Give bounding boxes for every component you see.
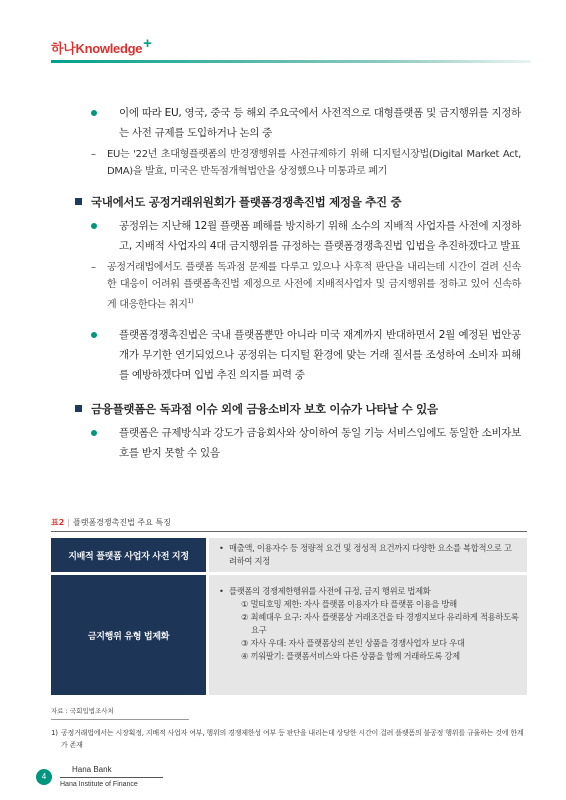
logo-knowledge: Knowledge [75, 41, 143, 56]
bullet-dot-icon [91, 332, 97, 338]
bullet-dot-icon [91, 223, 97, 229]
table-title: 플랫폼경쟁촉진법 주요 특징 [73, 518, 171, 527]
section-heading-text: 금융플랫폼은 독과점 이슈 외에 금융소비자 보호 이슈가 나타날 수 있음 [91, 402, 438, 417]
section-heading [51, 399, 521, 419]
page-number: 4 [36, 769, 52, 785]
footer-divider [60, 777, 163, 778]
section-heading [51, 192, 521, 212]
table-source: 자료 : 국회입법조사처 [51, 707, 114, 715]
sub-bullet-text [107, 259, 521, 313]
header-divider [51, 60, 531, 63]
bullet-item [51, 216, 521, 256]
row-content [209, 575, 527, 695]
footnote-text: 공정거래법에서는 시장획정, 지배적 사업자 여부, 행위의 경쟁제한성 여부 등 판단을 내리는데 상당한 시간이 걸려 플랫폼의 불공정 행위를 규율하는 것에 한계가 존재 [61, 729, 524, 749]
table-top-rule [51, 531, 527, 532]
sub-bullet-item [51, 259, 521, 313]
main-content [51, 103, 521, 466]
row-content [209, 538, 527, 572]
row-sub-item: ④ 끼워팔기: 플랫폼서비스와 다른 상품을 함께 거래하도록 강제 [241, 651, 460, 661]
bullet-text: 공정위는 지난해 12월 플랫폼 폐해를 방지하기 위해 소수의 지배적 사업자를 사전에 지정하고, 지배적 사업자의 4대 금지행위를 규정하는 플랫폼경쟁촉진법 입법을 추진하겠다고 발표 [119, 220, 521, 252]
table-row [51, 538, 527, 572]
dash-icon: – [91, 262, 96, 273]
bullet-text: 플랫폼은 규제방식과 강도가 금융회사와 상이하여 동일 기능 서비스임에도 동일한 소비자보호를 받지 못할 수 있음 [119, 427, 521, 460]
bullet-dot-icon [91, 110, 97, 116]
table-label: 표2 [51, 518, 65, 527]
sub-bullet-body: 공정거래법에서도 플랫폼 독과점 문제를 다루고 있으나 사후적 판단을 내리는데 시간이 걸려 신속한 대응이 어려워 플랫폼촉진법 제정으로 사전에 지배적사업자 및 금지행위를 정하고 있어 신속하게 대응한다는 취지 [107, 262, 521, 311]
square-bullet-icon [75, 405, 82, 412]
table-caption [51, 517, 171, 528]
bullet-item [51, 423, 521, 463]
row-sub-item: ② 최혜대우 요구: 자사 플랫폼상 거래조건을 타 경쟁지보다 유리하게 적용하도록 요구 [241, 612, 519, 635]
bullet-item [51, 325, 521, 385]
sub-bullet-text: EU는 '22년 초대형플랫폼의 반경쟁행위를 사전규제하기 위해 디지털시장법(Digital Market Act, DMA)을 발효, 미국은 반독점개혁법안을 상정했으나 미통과로 폐기 [107, 149, 521, 177]
footnote-divider [51, 719, 189, 720]
row-header: 금지행위 유형 법제화 [51, 575, 206, 695]
bullet-text: 플랫폼경쟁촉진법은 국내 플랫폼뿐만 아니라 미국 재계까지 반대하면서 2월 예정된 법안공개가 무기한 연기되었으나 공정위는 디지털 환경에 맞는 거래 질서를 조성하여 소비자 피해를 예방하겠다며 입법 추진 의지를 피력 중 [119, 329, 521, 382]
section-heading-text: 국내에서도 공정거래위원회가 플랫폼경쟁촉진법 제정을 추진 중 [91, 195, 402, 209]
footnote-ref: 1) [187, 298, 194, 305]
footer-institute: Hana Institute of Finance [60, 781, 138, 788]
row-sub-item: ① 멀티호밍 제한: 자사 플랫폼 이용자가 타 플랫폼 이용을 방해 [241, 599, 457, 609]
sub-bullet-item [51, 146, 521, 180]
square-bullet-icon [75, 198, 82, 205]
footnote [51, 727, 527, 751]
bullet-item [51, 103, 521, 143]
bullet-text: 이에 따라 EU, 영국, 중국 등 해외 주요국에서 사전적으로 대형플랫폼 및 금지행위를 지정하는 사전 규제를 도입하거나 논의 중 [119, 107, 521, 139]
logo-hana: 하나 [51, 41, 76, 56]
bullet-dot-icon [91, 430, 97, 436]
table-row [51, 575, 527, 695]
logo [51, 35, 152, 57]
row-main-text: • 플랫폼의 경쟁제한행위를 사전에 규정, 금지 행위로 법제화 [217, 585, 519, 598]
row-header: 지배적 플랫폼 사업자 사전 지정 [51, 538, 206, 572]
caption-divider: | [67, 518, 70, 527]
footnote-number: 1) [51, 729, 58, 737]
dash-icon: – [91, 149, 96, 160]
row-main-text: • 매출액, 이용자수 등 정량적 요건 및 정성적 요건까지 다양한 요소를 복합적으로 고려하여 지정 [217, 542, 519, 568]
logo-plus: + [143, 35, 152, 52]
footer-bank: Hana Bank [72, 765, 112, 774]
row-sub-item: ③ 자사 우대: 자사 플랫폼상의 본인 상품을 경쟁사업자 보다 우대 [241, 638, 465, 648]
